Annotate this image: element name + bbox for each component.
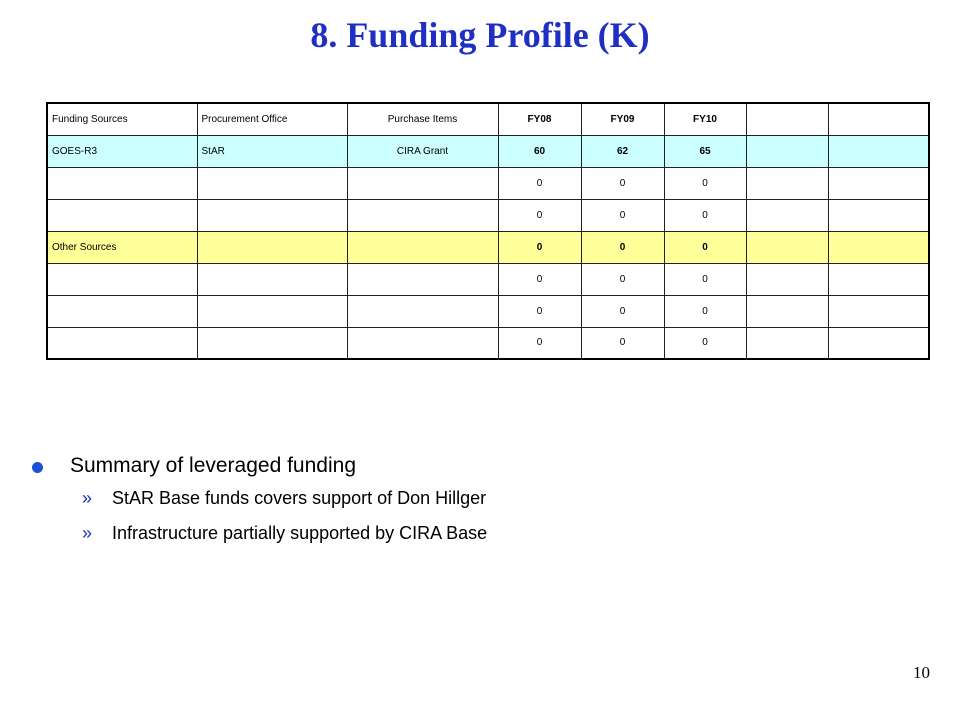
table-cell: StAR (197, 135, 347, 167)
table-header-cell: Funding Sources (47, 103, 197, 135)
bullet-dot-icon (32, 462, 43, 473)
table-row (47, 327, 929, 359)
table-cell (746, 295, 828, 327)
table-cell: GOES-R3 (47, 135, 197, 167)
sub-bullet-glyph: » (82, 488, 93, 508)
table-cell (197, 167, 347, 199)
table-cell (828, 199, 929, 231)
table-cell (746, 231, 828, 263)
table-cell (347, 295, 498, 327)
table-cell (828, 263, 929, 295)
sub-bullet-text: Infrastructure partially supported by CIRA Base (112, 523, 488, 543)
sub-bullet-item (32, 486, 912, 521)
table-cell (197, 327, 347, 359)
table-cell: 0 (498, 327, 581, 359)
table-row (47, 199, 929, 231)
table-cell (197, 263, 347, 295)
table-row (47, 263, 929, 295)
bullet-list (32, 452, 912, 556)
table-row (47, 167, 929, 199)
table-cell (828, 231, 929, 263)
table-cell (828, 295, 929, 327)
table-cell (47, 199, 197, 231)
table-cell: CIRA Grant (347, 135, 498, 167)
table-cell: 0 (664, 263, 746, 295)
table-cell (828, 135, 929, 167)
table-cell: 0 (498, 167, 581, 199)
slide-title: 8. Funding Profile (K) (310, 15, 650, 55)
table-cell: 0 (664, 167, 746, 199)
table-header-cell: Procurement Office (197, 103, 347, 135)
table-cell: Other Sources (47, 231, 197, 263)
table-cell (47, 327, 197, 359)
table-cell: 0 (664, 231, 746, 263)
table-cell (197, 231, 347, 263)
table-cell: 62 (581, 135, 664, 167)
table-header-row (47, 103, 929, 135)
table-cell (746, 327, 828, 359)
table-cell (347, 231, 498, 263)
table-cell: 0 (498, 263, 581, 295)
table-cell (828, 327, 929, 359)
table-cell (47, 167, 197, 199)
table-cell: 65 (664, 135, 746, 167)
table-header-cell: FY08 (498, 103, 581, 135)
table-cell: 0 (664, 199, 746, 231)
table-header-cell: Purchase Items (347, 103, 498, 135)
table-cell (828, 167, 929, 199)
table-cell (746, 167, 828, 199)
table-cell (746, 199, 828, 231)
table-cell: 0 (498, 295, 581, 327)
table-cell (47, 263, 197, 295)
table-cell: 0 (581, 263, 664, 295)
table-cell (746, 263, 828, 295)
sub-bullet-glyph: » (82, 523, 93, 543)
table-header-cell: FY09 (581, 103, 664, 135)
table-cell: 0 (581, 199, 664, 231)
table-row (47, 135, 929, 167)
table-cell: 0 (581, 295, 664, 327)
table-cell (746, 135, 828, 167)
table-header-cell (828, 103, 929, 135)
table-cell (197, 199, 347, 231)
table-cell: 60 (498, 135, 581, 167)
table-cell: 0 (664, 327, 746, 359)
table-cell: 0 (498, 231, 581, 263)
table-row (47, 231, 929, 263)
table-cell: 0 (581, 231, 664, 263)
table-cell (347, 327, 498, 359)
table-cell (347, 199, 498, 231)
table-row (47, 295, 929, 327)
page-number: 10 (913, 663, 930, 682)
table-cell (197, 295, 347, 327)
bullet-item (32, 452, 912, 486)
funding-table (46, 102, 930, 360)
table-header-cell: FY10 (664, 103, 746, 135)
sub-bullet-text: StAR Base funds covers support of Don Hillger (112, 488, 487, 508)
table-cell: 0 (581, 167, 664, 199)
table-cell: 0 (664, 295, 746, 327)
table-cell (347, 263, 498, 295)
table-cell: 0 (581, 327, 664, 359)
bullet-text: Summary of leveraged funding (70, 454, 356, 477)
sub-bullet-item (32, 521, 912, 556)
table-header-cell (746, 103, 828, 135)
table-cell (347, 167, 498, 199)
table-cell (47, 295, 197, 327)
table-cell: 0 (498, 199, 581, 231)
